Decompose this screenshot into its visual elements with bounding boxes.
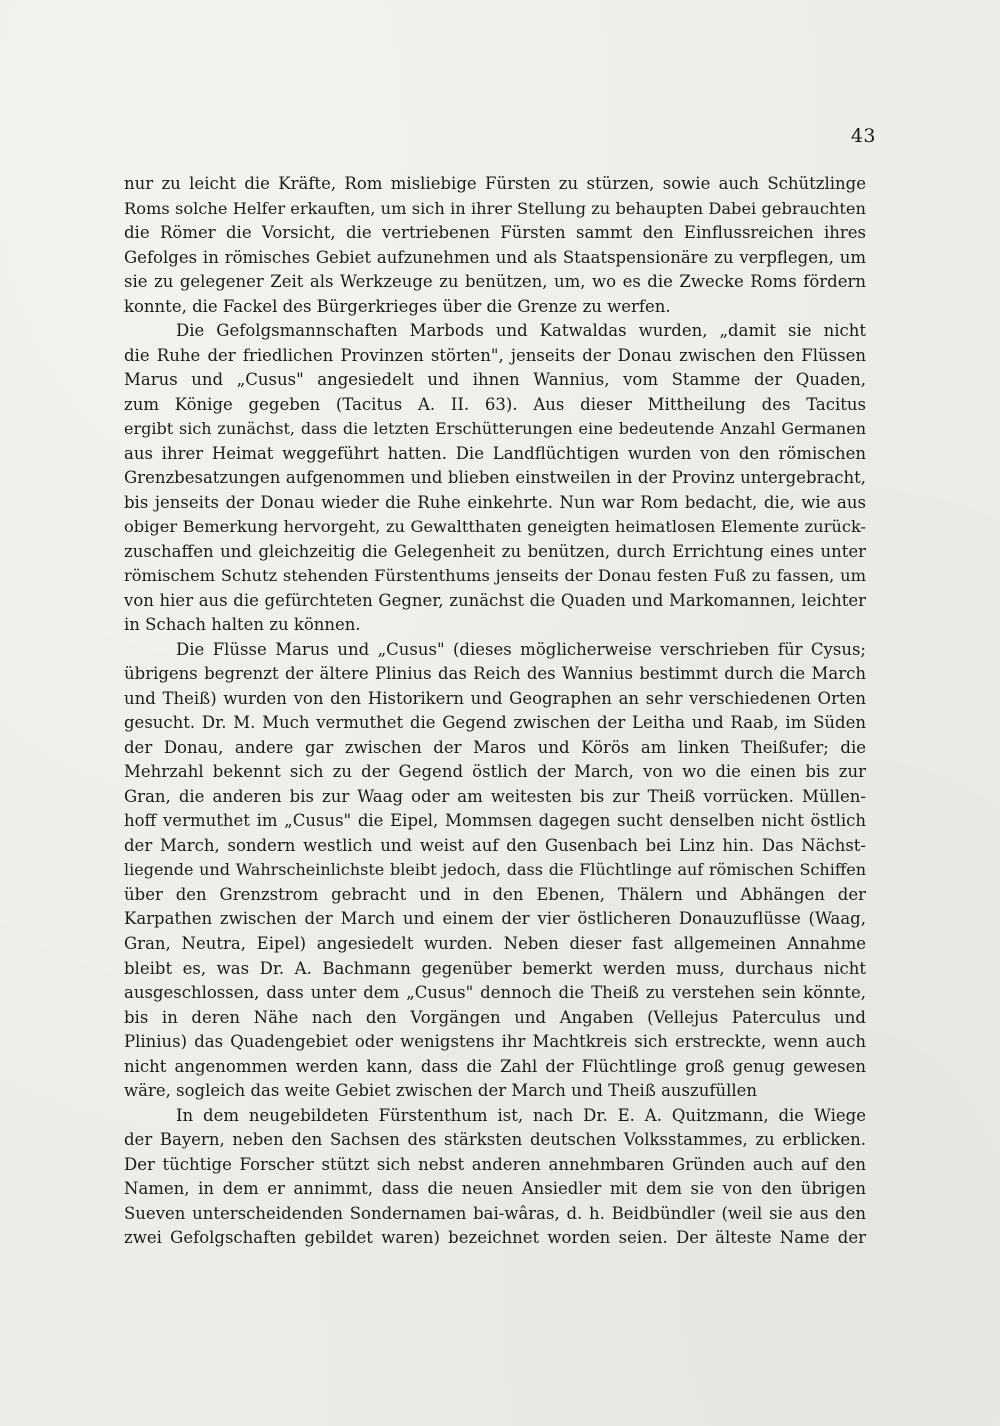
text-line: römischem Schutz stehenden Fürstenthums jenseits der Donau festen Fuß zu fassen, um (124, 566, 866, 586)
text-line: übrigens begrenzt der ältere Plinius das Reich des Wannius bestimmt durch die March (124, 664, 866, 684)
text-line: der Bayern, neben den Sachsen des stärksten deutschen Volksstammes, zu erblicken. (124, 1130, 866, 1150)
text-line: und Theiß) wurden von den Historikern und Geographen an sehr verschiedenen Orten (124, 688, 866, 708)
text-line: der Donau, andere gar zwischen der Maros und Körös am linken Theißufer; die (124, 737, 866, 757)
text-line: die Ruhe der friedlichen Provinzen störten", jenseits der Donau zwischen den Flüssen (124, 345, 866, 365)
text-line: bleibt es, was Dr. A. Bachmann gegenüber bemerkt werden muss, durchaus nicht (124, 958, 866, 978)
text-line: Roms solche Helfer erkauften, um sich in ihrer Stellung zu behaupten Dabei gebrauchten (124, 198, 866, 218)
text-line: ausgeschlossen, dass unter dem „Cusus" dennoch die Theiß zu verstehen sein könnte, (124, 983, 866, 1003)
text-line: hoff vermuthet im „Cusus" die Eipel, Mommsen dagegen sucht denselben nicht östlich (124, 811, 866, 831)
text-line: Mehrzahl bekennt sich zu der Gegend östlich der March, von wo die einen bis zur (124, 762, 866, 782)
text-line: obiger Bemerkung hervorgeht, zu Gewaltthaten geneigten heimatlosen Elemente zurück- (124, 517, 866, 537)
text-line: über den Grenzstrom gebracht und in den Ebenen, Thälern und Abhängen der (124, 884, 866, 904)
text-line: konnte, die Fackel des Bürgerkrieges über die Grenze zu werfen. (124, 296, 671, 316)
text-line: wäre, sogleich das weite Gebiet zwischen der March und Theiß auszufüllen (124, 1081, 758, 1101)
text-line: ergibt sich zunächst, dass die letzten Erschütterungen eine bedeutende Anzahl Germanen (124, 419, 866, 439)
text-line: Sueven unterscheidenden Sondernamen bai-wâras, d. h. Beidbündler (weil sie aus den (124, 1203, 866, 1223)
text-line: aus ihrer Heimat weggeführt hatten. Die Landflüchtigen wurden von den römischen (124, 443, 866, 463)
text-line: Der tüchtige Forscher stützt sich nebst anderen annehmbaren Gründen auch auf den (124, 1154, 866, 1174)
text-line: Marus und „Cusus" angesiedelt und ihnen Wannius, vom Stamme der Quaden, (124, 370, 866, 390)
text-line: nur zu leicht die Kräfte, Rom misliebige Fürsten zu stürzen, sowie auch Schützlinge (124, 174, 866, 193)
text-line: Plinius) das Quadengebiet oder wenigstens ihr Machtkreis sich erstreckte, wenn auch (124, 1032, 866, 1052)
text-line: liegende und Wahrscheinlichste bleibt jedoch, dass die Flüchtlinge auf römischen Schiffen (124, 860, 866, 880)
text-line: Namen, in dem er annimmt, dass die neuen Ansiedler mit dem sie von den übrigen (124, 1179, 866, 1199)
text-line: Gran, die anderen bis zur Waag oder am weitesten bis zur Theiß vorrücken. Müllen- (124, 786, 866, 806)
text-line: Gran, Neutra, Eipel) angesiedelt wurden. Neben dieser fast allgemeinen Annahme (124, 933, 866, 953)
text-line: von hier aus die gefürchteten Gegner, zunächst die Quaden und Markomannen, leichter (124, 590, 866, 610)
text-line: gesucht. Dr. M. Much vermuthet die Gegend zwischen der Leitha und Raab, im Süden (124, 713, 866, 733)
text-line: zwei Gefolgschaften gebildet waren) bezeichnet worden seien. Der älteste Name der (124, 1228, 866, 1248)
text-line: der March, sondern westlich und weist auf den Gusenbach bei Linz hin. Das Nächst- (124, 835, 866, 855)
text-line: zum Könige gegeben (Tacitus A. II. 63). Aus dieser Mittheilung des Tacitus (124, 394, 866, 414)
text-line: In dem neugebildeten Fürstenthum ist, nach Dr. E. A. Quitzmann, die Wiege (176, 1105, 866, 1125)
text-line: sie zu gelegener Zeit als Werkzeuge zu benützen, um, wo es die Zwecke Roms fördern (124, 272, 866, 292)
page-number: 43 (850, 125, 876, 147)
text-line: Karpathen zwischen der March und einem der vier östlicheren Donauzuflüsse (Waag, (124, 909, 866, 929)
text-line: Gefolges in römisches Gebiet aufzunehmen und als Staatspensionäre zu verpflegen, um (124, 247, 866, 267)
text-line: nicht angenommen werden kann, dass die Zahl der Flüchtlinge groß genug gewesen (124, 1056, 866, 1076)
text-line: bis jenseits der Donau wieder die Ruhe einkehrte. Nun war Rom bedacht, die, wie aus (124, 492, 866, 512)
body-text (124, 172, 866, 1251)
text-line: Die Flüsse Marus und „Cusus" (dieses möglicherweise verschrieben für Cysus; (176, 639, 866, 659)
text-line: bis in deren Nähe nach den Vorgängen und Angaben (Vellejus Paterculus und (124, 1007, 866, 1027)
text-line: Die Gefolgsmannschaften Marbods und Katwaldas wurden, „damit sie nicht (176, 321, 866, 341)
text-line: zuschaffen und gleichzeitig die Gelegenheit zu benützen, durch Errichtung eines unter (124, 541, 866, 561)
text-line: die Römer die Vorsicht, die vertriebenen Fürsten sammt den Einflussreichen ihres (124, 223, 866, 243)
text-line: Grenzbesatzungen aufgenommen und blieben einstweilen in der Provinz untergebracht, (124, 468, 866, 488)
text-line: in Schach halten zu können. (124, 615, 361, 635)
